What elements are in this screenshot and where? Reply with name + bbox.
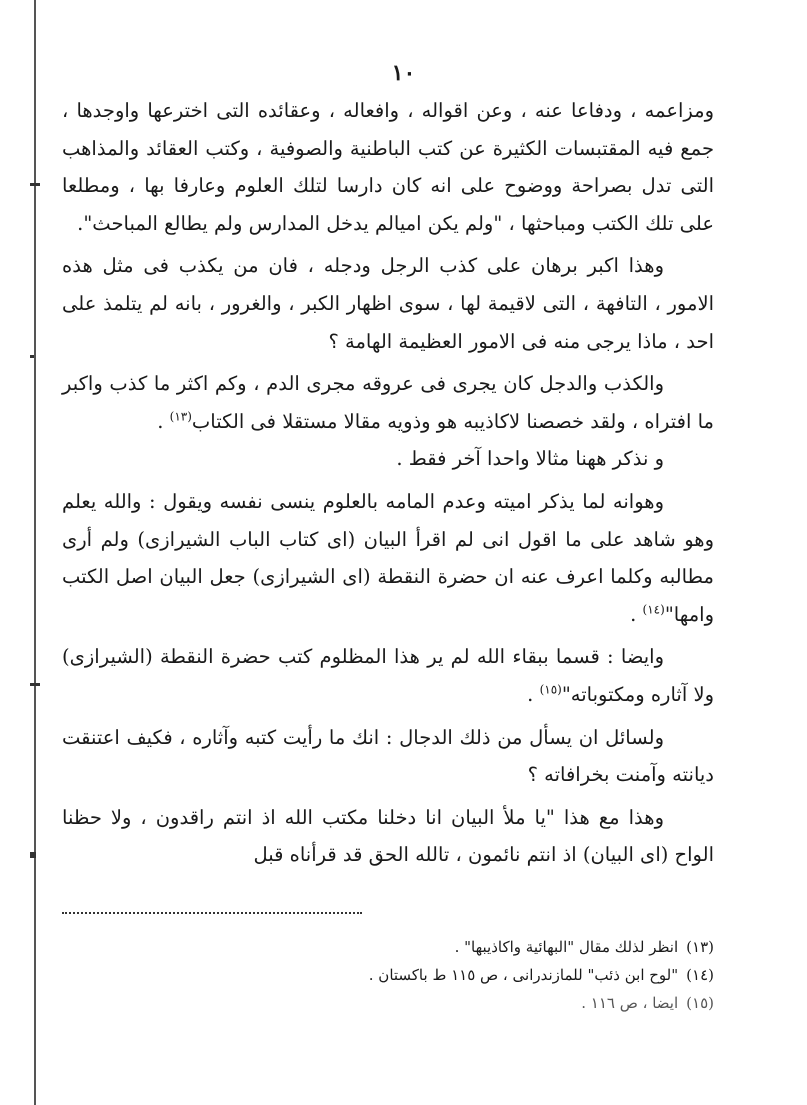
footnote-text: انظر لذلك مقال "البهائية واكاذيبها" . bbox=[454, 938, 679, 956]
paragraph-text: والكذب والدجل كان يجرى فى عروقه مجرى الدم ، وكم اكثر ما كذب واكبر ما افتراه ، ولقد خصصنا لاكاذيبه هو وذويه مقالا مستقلا فى الكتاب bbox=[62, 372, 714, 433]
body-text bbox=[62, 92, 714, 874]
paragraph-end: . bbox=[527, 682, 540, 706]
paragraph: ومزاعمه ، ودفاعا عنه ، وعن اقواله ، وافعاله ، وعقائده التى اخترعها واوجدها ، جمع فيه المقتبسات الكثيرة عن كتب الباطنية والصوفية ، وكتب العقائد والمذاهب التى تدل بصراحة ووضوح على انه كان دارسا لتلك العلوم وعارفا بها ، ومطلعا على تلك الكتب ومباحثها ، "ولم يكن اميالم يدخل المدارس ولم يطالع المباحث". bbox=[62, 99, 714, 235]
paragraph: ولسائل ان يسأل من ذلك الدجال : انك ما رأيت كتبه وآثاره ، فكيف اعتنقت ديانته وآمنت بخرافاته ؟ bbox=[62, 725, 714, 787]
paragraph: و نذكر ههنا مثالا واحدا آخر فقط . bbox=[396, 447, 664, 471]
footnote bbox=[62, 989, 714, 1017]
footnote-ref: (١٤) bbox=[642, 602, 665, 617]
footnote-number: (١٥) bbox=[686, 994, 714, 1012]
paragraph-end: . bbox=[630, 602, 643, 626]
paragraph bbox=[62, 638, 714, 713]
paragraph: وهذا اكبر برهان على كذب الرجل ودجله ، فان من يكذب فى مثل هذه الامور ، التافهة ، التى لاقيمة لها ، سوى اظهار الكبر ، والغرور ، بانه لم يتلمذ على احد ، ماذا يرجى منه فى الامور العظيمة الهامة ؟ bbox=[62, 254, 714, 353]
margin-mark bbox=[30, 852, 36, 858]
footnote-number: (١٤) bbox=[686, 966, 714, 984]
footnote-ref: (١٣) bbox=[169, 409, 192, 424]
paragraph-text: وايضا : قسما ببقاء الله لم ير هذا المظلوم كتب حضرة النقطة (الشيرازى) ولا آثاره ومكتوباته" bbox=[62, 645, 714, 706]
footnote-text: ايضا ، ص ١١٦ . bbox=[581, 994, 679, 1012]
footnotes bbox=[62, 933, 714, 1017]
page-number: ١٠ bbox=[391, 60, 416, 86]
margin-mark bbox=[30, 183, 40, 186]
scan-border-line bbox=[34, 0, 36, 1105]
footnote-number: (١٣) bbox=[686, 938, 714, 956]
footnote bbox=[62, 961, 714, 989]
paragraph-text: وهوانه لما يذكر اميته وعدم المامه بالعلوم ينسى نفسه ويقول : والله يعلم وهو شاهد على ما اقول انى لم اقرأ البيان (اى كتاب الباب الشيرازى) ولم أرى مطالبه وكلما اعرف عنه ان حضرة النقطة (اى الشيرازى) جعل البيان اصل الكتب وامها" bbox=[62, 489, 714, 626]
margin-mark bbox=[30, 683, 40, 686]
footnote-text: "لوح ابن ذئب" للمازندرانى ، ص ١١٥ ط باكستان . bbox=[368, 966, 679, 984]
paragraph bbox=[62, 365, 714, 440]
footnote bbox=[62, 933, 714, 961]
paragraph: وهذا مع هذا "يا ملأ البيان انا دخلنا مكتب الله اذ انتم راقدون ، ولا حظنا الواح (اى البيان) اذ انتم نائمون ، تالله الحق قد قرأناه قبل bbox=[62, 805, 714, 867]
paragraph bbox=[62, 483, 714, 633]
footnote-ref: (١٥) bbox=[539, 682, 562, 697]
margin-mark bbox=[30, 355, 34, 358]
footnote-separator bbox=[62, 906, 362, 914]
paragraph-end: . bbox=[157, 409, 170, 433]
